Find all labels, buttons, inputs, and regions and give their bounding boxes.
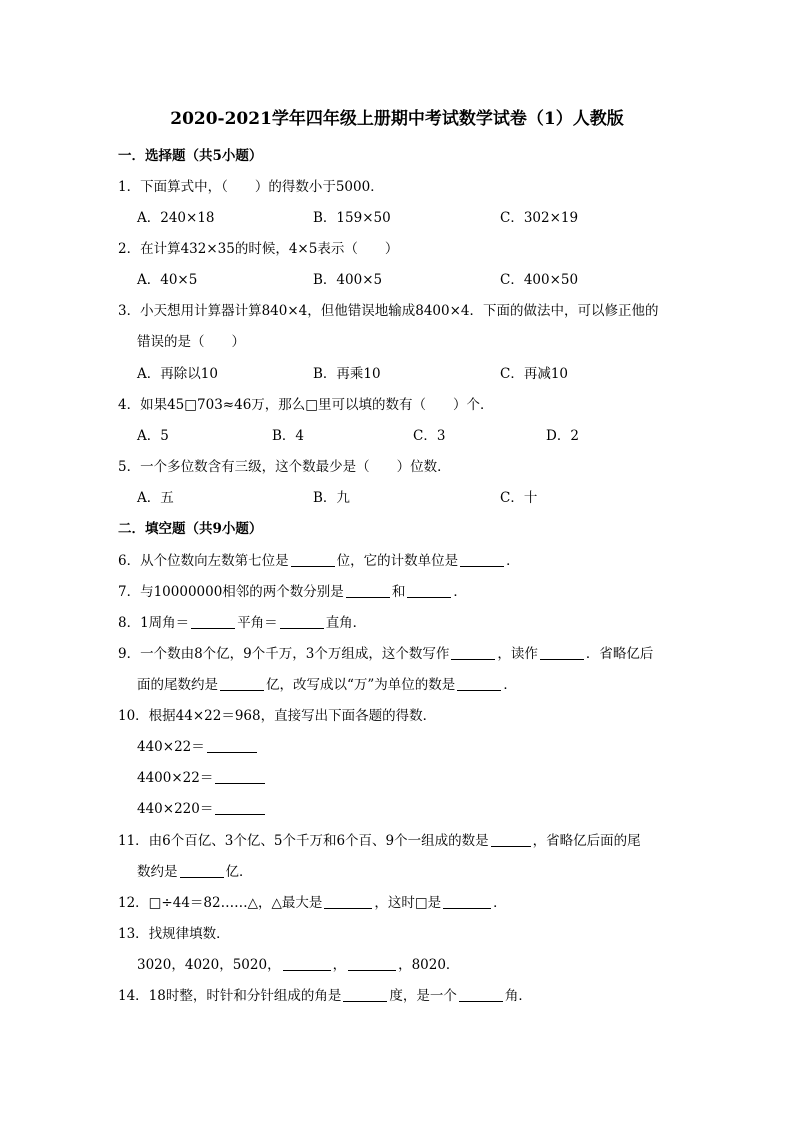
question-3-line-1: 3．小天想用计算器计算840×4，但他错误地输成8400×4．下面的做法中，可以修正他的 — [118, 303, 659, 319]
question-2: 2．在计算432×35的时候，4×5表示（ ） — [118, 241, 399, 257]
q9-text-2: ，读作 — [497, 646, 538, 662]
answer-blank[interactable] — [207, 738, 257, 753]
q4-option-c[interactable]: C．3 — [413, 428, 446, 444]
q8-text-3: 直角． — [325, 615, 367, 631]
answer-blank[interactable] — [459, 987, 503, 1002]
answer-blank[interactable] — [407, 583, 451, 598]
q8-text-2: 平角＝ — [237, 615, 278, 631]
answer-blank[interactable] — [215, 769, 265, 784]
q6-text-3: ． — [506, 553, 520, 569]
question-11-line-2 — [137, 863, 253, 881]
q2-option-a[interactable]: A．40×5 — [137, 272, 198, 288]
answer-blank[interactable] — [180, 863, 224, 878]
question-6 — [118, 552, 520, 570]
q9-text-1: 9．一个数由8个亿，9个千万，3个万组成，这个数写作 — [118, 646, 450, 662]
section-fill-heading: 二．填空题（共9小题） — [118, 521, 263, 537]
answer-blank[interactable] — [348, 956, 396, 971]
q11-text-1: 11．由6个百亿、3个亿、5个千万和6个百、9个一组成的数是 — [118, 833, 489, 849]
question-1: 1．下面算式中，（ ）的得数小于5000． — [118, 179, 384, 195]
q9-text-4: 面的尾数约是 — [137, 677, 218, 693]
answer-blank[interactable] — [540, 645, 584, 660]
q12-text-1: 12．□÷44＝82……△，△最大是 — [118, 895, 323, 911]
question-11-line-1 — [118, 832, 641, 850]
question-3-line-2: 错误的是（ ） — [137, 334, 245, 350]
q3-option-c[interactable]: C．再减10 — [500, 366, 569, 382]
q11-text-3: 数约是 — [137, 864, 178, 880]
question-12 — [118, 894, 507, 912]
question-9-line-2 — [137, 676, 517, 694]
answer-blank[interactable] — [460, 552, 504, 567]
q14-text-1: 14．18时整，时针和分针组成的角是 — [118, 988, 342, 1004]
question-10: 10．根据44×22＝968，直接写出下面各题的得数． — [118, 708, 437, 724]
q3-option-b[interactable]: B．再乘10 — [313, 366, 381, 382]
page-title: 2020-2021学年四年级上册期中考试数学试卷（1）人教版 — [170, 109, 624, 129]
q10-expression-1 — [137, 738, 259, 756]
q14-text-2: 度，是一个 — [389, 988, 457, 1004]
q2-option-b[interactable]: B．400×5 — [313, 272, 383, 288]
q11-text-2: ，省略亿后面的尾 — [532, 833, 641, 849]
question-7 — [118, 583, 467, 601]
q13-text-3: ，8020． — [398, 957, 460, 973]
answer-blank[interactable] — [291, 552, 335, 567]
answer-blank[interactable] — [324, 894, 372, 909]
q10-expr-2-text: 4400×22＝ — [137, 770, 214, 786]
q13-text-1: 3020，4020，5020， — [137, 957, 281, 973]
answer-blank[interactable] — [346, 583, 390, 598]
q13-text-2: ， — [332, 957, 347, 973]
q10-expr-3-text: 440×220＝ — [137, 801, 214, 817]
answer-blank[interactable] — [343, 987, 387, 1002]
q7-text-2: 和 — [391, 584, 406, 600]
q1-option-b[interactable]: B．159×50 — [313, 210, 391, 226]
answer-blank[interactable] — [283, 956, 331, 971]
question-14 — [118, 987, 532, 1005]
q10-expression-2 — [137, 769, 267, 787]
q13-sequence — [137, 956, 459, 974]
answer-blank[interactable] — [457, 676, 501, 691]
section-choice-heading: 一．选择题（共5小题） — [118, 148, 263, 164]
q4-option-d[interactable]: D．2 — [546, 428, 579, 444]
q8-text-1: 8．1周角＝ — [118, 615, 190, 631]
answer-blank[interactable] — [220, 676, 264, 691]
q4-option-a[interactable]: A．5 — [137, 428, 169, 444]
answer-blank[interactable] — [491, 832, 531, 847]
q1-option-c[interactable]: C．302×19 — [500, 210, 579, 226]
question-8 — [118, 614, 366, 632]
q4-option-b[interactable]: B．4 — [272, 428, 305, 444]
q5-option-c[interactable]: C．十 — [500, 490, 538, 506]
question-4: 4．如果45□703≈46万，那么□里可以填的数有（ ）个． — [118, 397, 494, 413]
answer-blank[interactable] — [280, 614, 324, 629]
q12-text-3: ． — [493, 895, 507, 911]
q5-option-a[interactable]: A．五 — [137, 490, 174, 506]
answer-blank[interactable] — [451, 645, 495, 660]
q6-text-1: 6．从个位数向左数第七位是 — [118, 553, 289, 569]
answer-blank[interactable] — [191, 614, 235, 629]
q2-option-c[interactable]: C．400×50 — [500, 272, 579, 288]
q1-option-a[interactable]: A．240×18 — [137, 210, 215, 226]
answer-blank[interactable] — [215, 800, 265, 815]
q3-option-a[interactable]: A．再除以10 — [137, 366, 218, 382]
answer-blank[interactable] — [443, 894, 491, 909]
q7-text-1: 7．与10000000相邻的两个数分别是 — [118, 584, 344, 600]
q14-text-3: 角． — [504, 988, 532, 1004]
q9-text-5: 亿，改写成以“万”为单位的数是 — [266, 677, 456, 693]
q10-expression-3 — [137, 800, 267, 818]
q10-expr-1-text: 440×22＝ — [137, 739, 205, 755]
question-13: 13．找规律填数． — [118, 926, 230, 942]
q7-text-3: ． — [453, 584, 467, 600]
q5-option-b[interactable]: B．九 — [313, 490, 350, 506]
q6-text-2: 位，它的计数单位是 — [336, 553, 459, 569]
question-5: 5．一个多位数含有三级，这个数最少是（ ）位数． — [118, 459, 451, 475]
question-9-line-1 — [118, 645, 653, 663]
q11-text-4: 亿． — [225, 864, 253, 880]
q9-text-6: ． — [503, 677, 517, 693]
q12-text-2: ，这时□是 — [374, 895, 442, 911]
q9-text-3: ．省略亿后 — [585, 646, 654, 662]
